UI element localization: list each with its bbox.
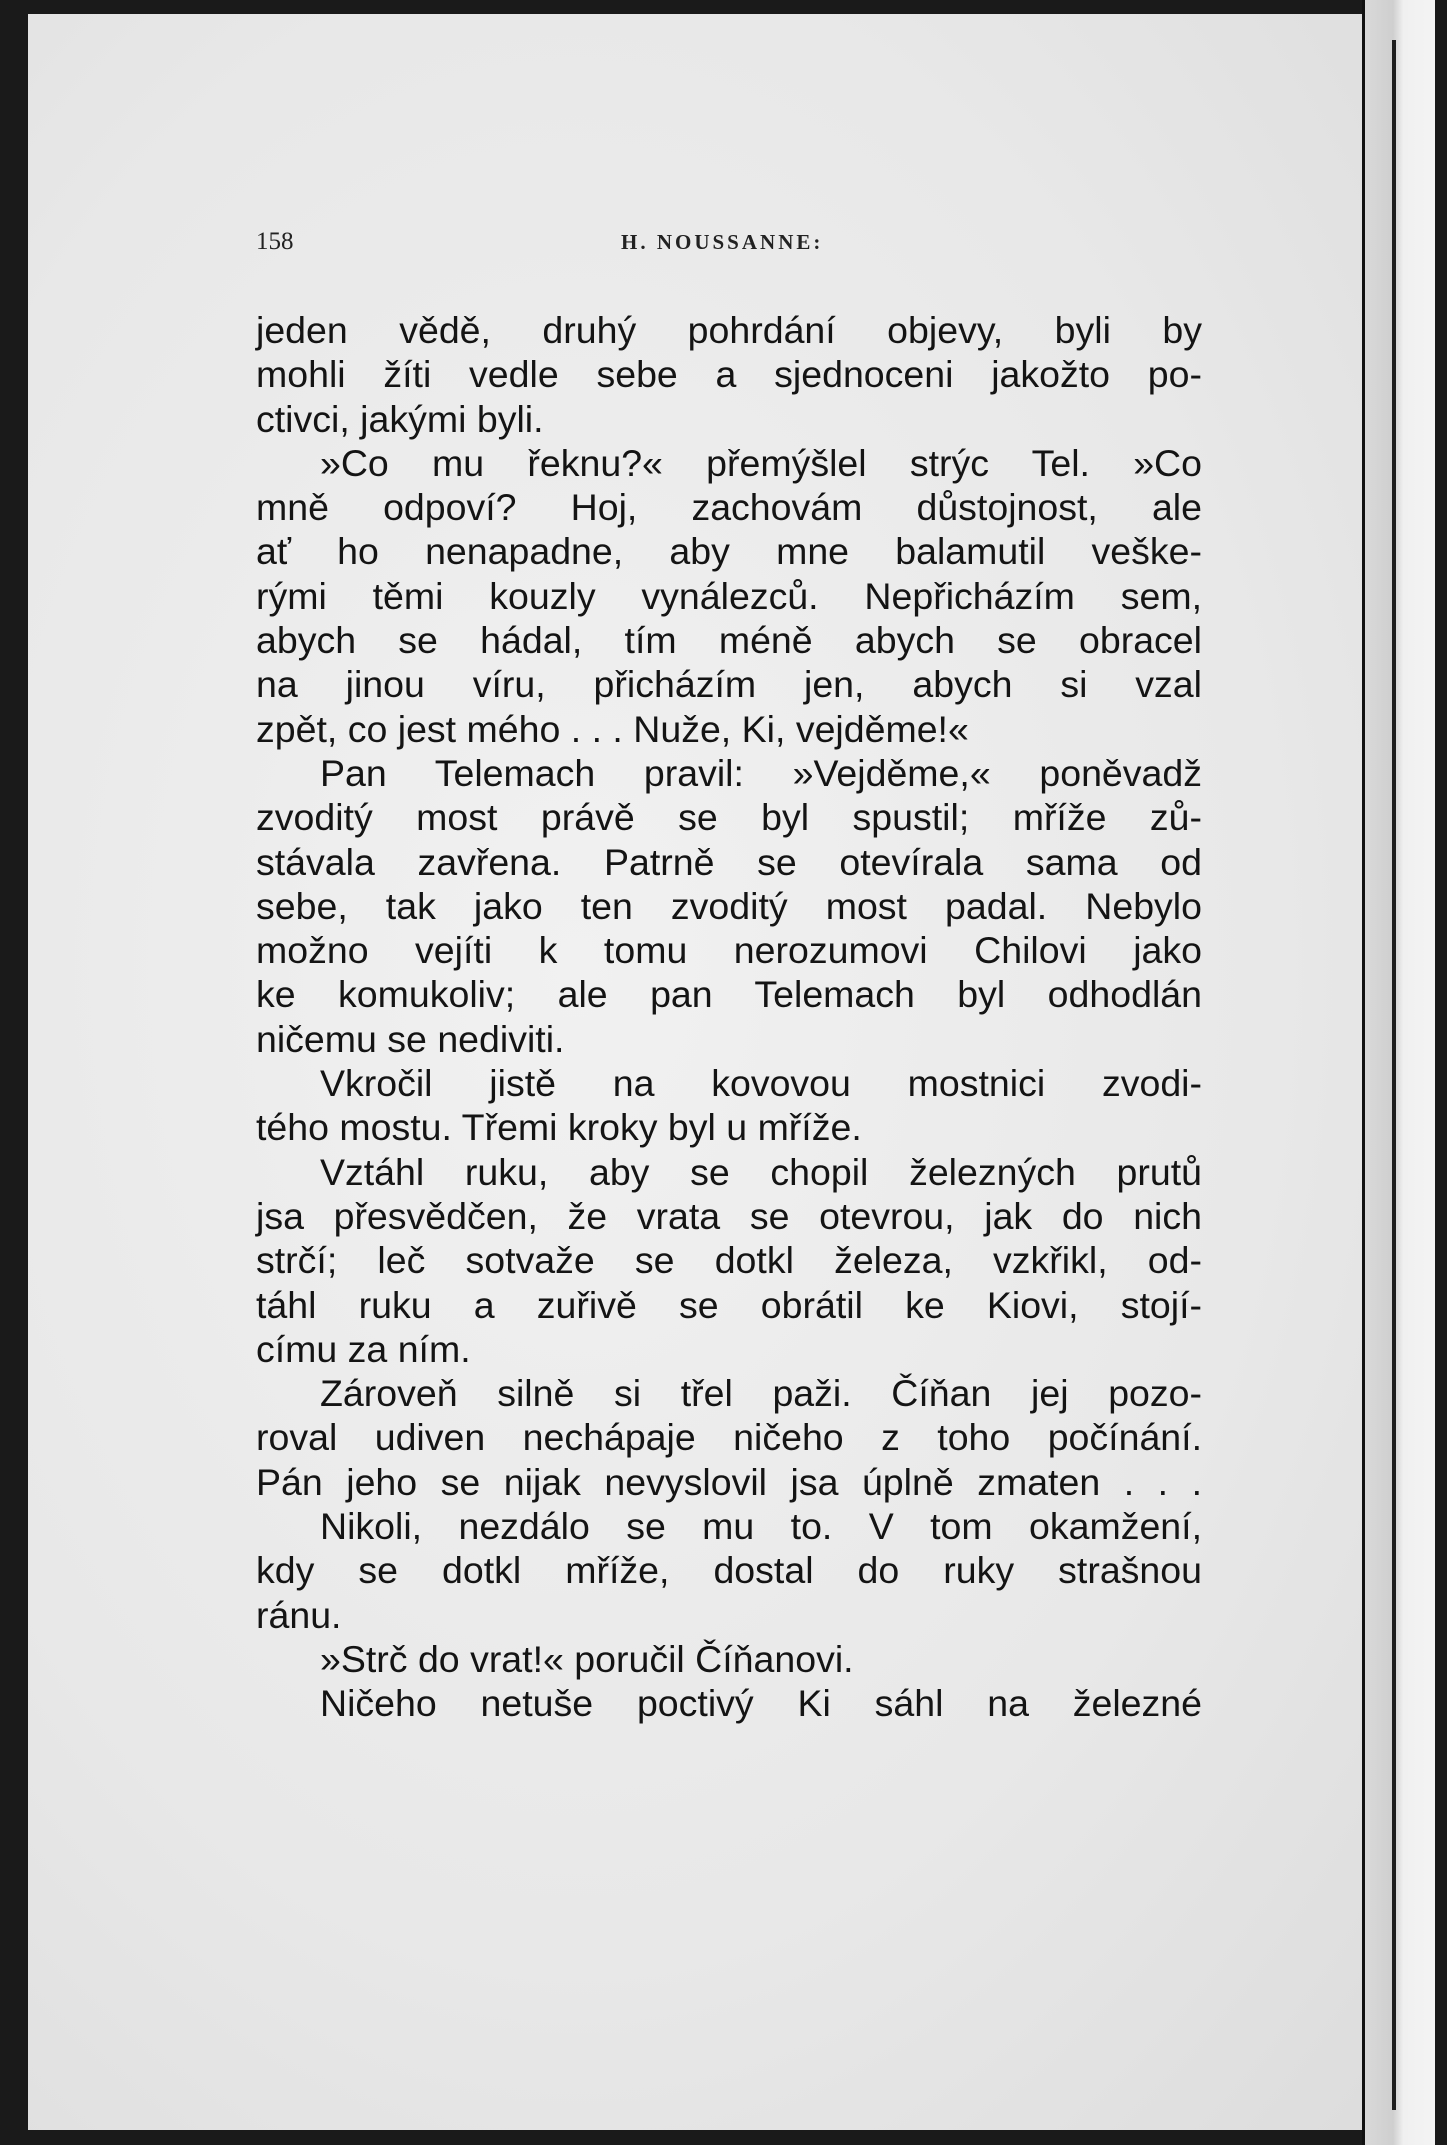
text-line: táhl ruku a zuřivě se obrátil ke Kiovi, stojí- (256, 1283, 1202, 1326)
text-line: roval udiven nechápaje ničeho z toho počínání. (256, 1416, 1202, 1459)
text-line: sebe, tak jako ten zvoditý most padal. Nebylo (256, 884, 1202, 927)
text-line: ke komukoliv; ale pan Telemach byl odhodlán (256, 973, 1202, 1016)
text-line: abych se hádal, tím méně abych se obracel (256, 619, 1202, 662)
text-line: tého mostu. Třemi kroky byl u mříže. (256, 1106, 862, 1149)
text-line: jsa přesvědčen, že vrata se otevrou, jak do nich (256, 1194, 1202, 1237)
gutter-edge (1392, 40, 1396, 2110)
text-line: »Co mu řeknu?« přemýšlel strýc Tel. »Co (320, 441, 1202, 484)
page-gutter (1362, 0, 1435, 2145)
running-head (256, 228, 1196, 268)
text-line: zpět, co jest mého . . . Nuže, Ki, vejděme!« (256, 707, 969, 750)
text-line: »Strč do vrat!« poručil Číňanovi. (320, 1637, 854, 1680)
text-line: strčí; leč sotvaže se dotkl železa, vzkřikl, od- (256, 1239, 1202, 1282)
text-line: Pán jeho se nijak nevyslovil jsa úplně zmaten . . . (256, 1460, 1202, 1503)
text-line: mohli žíti vedle sebe a sjednoceni jakožto po- (256, 353, 1202, 396)
text-line: Nikoli, nezdálo se mu to. V tom okamžení, (320, 1505, 1202, 1548)
text-line: ctivci, jakými byli. (256, 397, 544, 440)
text-line: stávala zavřena. Patrně se otevírala sama od (256, 840, 1202, 883)
text-line: ničemu se nediviti. (256, 1017, 565, 1060)
text-line: Pan Telemach pravil: »Vejděme,« poněvadž (320, 751, 1202, 794)
text-line: kdy se dotkl mříže, dostal do ruky strašnou (256, 1549, 1202, 1592)
text-line: Vztáhl ruku, aby se chopil železných prutů (320, 1150, 1202, 1193)
text-line: na jinou víru, přicházím jen, abych si vzal (256, 663, 1202, 706)
text-line: címu za ním. (256, 1327, 471, 1370)
text-line: ránu. (256, 1593, 342, 1636)
running-head-author: H. NOUSSANNE: (621, 230, 824, 254)
page-number: 158 (256, 228, 294, 255)
text-line: mně odpoví? Hoj, zachovám důstojnost, ale (256, 486, 1202, 529)
text-line: rými těmi kouzly vynálezců. Nepřicházím sem, (256, 574, 1202, 617)
text-line: zvoditý most právě se byl spustil; mříže zů- (256, 796, 1202, 839)
text-line: jeden vědě, druhý pohrdání objevy, byli by (256, 309, 1202, 351)
text-line: možno vejíti k tomu nerozumovi Chilovi jako (256, 929, 1202, 972)
text-line: Vkročil jistě na kovovou mostnici zvodi- (320, 1062, 1202, 1105)
text-line: Ničeho netuše poctivý Ki sáhl na železné (320, 1682, 1202, 1725)
text-line: ať ho nenapadne, aby mne balamutil veške- (256, 530, 1202, 573)
text-line: Zároveň silně si třel paži. Číňan jej pozo- (320, 1372, 1202, 1415)
body-text (256, 308, 1202, 1726)
